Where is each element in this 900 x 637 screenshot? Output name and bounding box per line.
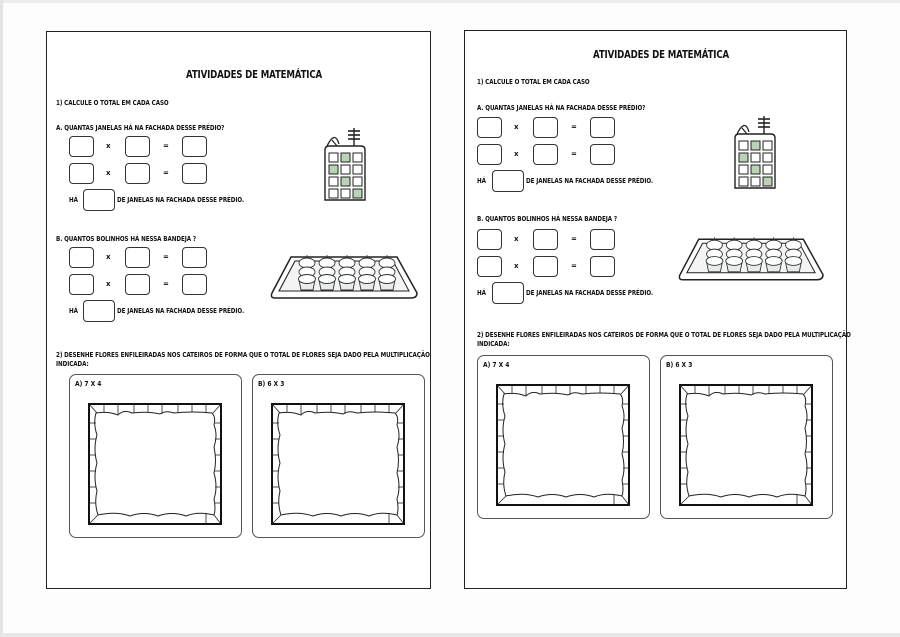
multiply-sign: x [106, 253, 111, 261]
answer-box-a-r1-product[interactable] [590, 117, 615, 138]
answer-box-a-total[interactable] [492, 170, 524, 192]
flower-bed-card-a [69, 374, 242, 538]
building-icon [733, 108, 777, 190]
answer-box-a-r1-product[interactable] [182, 136, 207, 157]
answer-box-b-r2-product[interactable] [182, 274, 207, 295]
answer-box-a-r1-factor1[interactable] [69, 136, 94, 157]
answer-box-b-r2-factor1[interactable] [69, 274, 94, 295]
multiply-sign: x [514, 150, 519, 158]
question-b-prompt: B. QUANTOS BOLINHOS HÁ NESSA BANDEJA ? [56, 234, 197, 243]
answer-box-a-r1-factor1[interactable] [477, 117, 502, 138]
answer-box-a-total[interactable] [83, 189, 115, 211]
flower-bed-label: A) 7 X 4 [483, 361, 510, 369]
equals-sign: = [163, 142, 169, 150]
question-a-prompt: A. QUANTAS JANELAS HÁ NA FACHADA DESSE PRÉDIO? [477, 103, 646, 112]
answer-suffix: DE JANELAS NA FACHADA DESSE PRÉDIO. [117, 306, 245, 315]
answer-box-b-r2-factor1[interactable] [477, 256, 502, 277]
answer-box-b-r2-product[interactable] [590, 256, 615, 277]
section2-heading-line2: INDICADA: [477, 339, 510, 348]
section2-heading-line2: INDICADA: [56, 359, 89, 368]
flower-bed-card-b [252, 374, 425, 538]
multiply-sign: x [106, 280, 111, 288]
multiply-sign: x [106, 142, 111, 150]
answer-prefix: HÁ [69, 306, 78, 315]
answer-box-b-total[interactable] [492, 282, 524, 304]
answer-box-a-r1-factor2[interactable] [125, 136, 150, 157]
worksheet-page-left [46, 31, 431, 589]
answer-suffix: DE JANELAS NA FACHADA DESSE PRÉDIO. [526, 288, 654, 297]
flower-bed-label: A) 7 X 4 [75, 380, 102, 388]
cupcake-tray-icon [677, 235, 825, 281]
answer-suffix: DE JANELAS NA FACHADA DESSE PRÉDIO. [117, 195, 245, 204]
section2-heading-line1: 2) DESENHE FLORES ENFILEIRADAS NOS CATEIROS DE FORMA QUE O TOTAL DE FLORES SEJA DADO PELA MULTIPLICAÇÃO [477, 330, 851, 339]
question-b-prompt: B. QUANTOS BOLINHOS HÁ NESSA BANDEJA ? [477, 214, 618, 223]
page-title: ATIVIDADES DE MATEMÁTICA [593, 49, 730, 61]
flower-bed-frame[interactable] [271, 403, 405, 525]
answer-box-a-r2-product[interactable] [182, 163, 207, 184]
equals-sign: = [163, 253, 169, 261]
answer-box-a-r2-product[interactable] [590, 144, 615, 165]
flower-bed-frame[interactable] [496, 384, 630, 506]
equals-sign: = [571, 150, 577, 158]
equals-sign: = [163, 169, 169, 177]
answer-box-a-r1-factor2[interactable] [533, 117, 558, 138]
equals-sign: = [571, 262, 577, 270]
answer-prefix: HÁ [477, 176, 486, 185]
scan-edge [0, 633, 900, 637]
flower-bed-label: B) 6 X 3 [666, 361, 693, 369]
section1-heading: 1) CALCULE O TOTAL EM CADA CASO [56, 98, 169, 107]
cupcake-tray-icon [269, 253, 419, 299]
equals-sign: = [571, 123, 577, 131]
answer-box-b-total[interactable] [83, 300, 115, 322]
flower-bed-frame[interactable] [679, 384, 813, 506]
answer-box-b-r2-factor2[interactable] [533, 256, 558, 277]
scan-edge [0, 0, 3, 637]
answer-box-b-r1-product[interactable] [182, 247, 207, 268]
answer-prefix: HÁ [69, 195, 78, 204]
answer-box-b-r1-factor1[interactable] [477, 229, 502, 250]
multiply-sign: x [514, 123, 519, 131]
flower-bed-label: B) 6 X 3 [258, 380, 285, 388]
answer-box-a-r2-factor2[interactable] [125, 163, 150, 184]
equals-sign: = [571, 235, 577, 243]
answer-box-b-r1-factor1[interactable] [69, 247, 94, 268]
section1-heading: 1) CALCULE O TOTAL EM CADA CASO [477, 77, 590, 86]
answer-box-b-r1-factor2[interactable] [533, 229, 558, 250]
answer-box-b-r1-product[interactable] [590, 229, 615, 250]
section2-heading-line1: 2) DESENHE FLORES ENFILEIRADAS NOS CATEIROS DE FORMA QUE O TOTAL DE FLORES SEJA DADO PELA MULTIPLICAÇÃO [56, 350, 430, 359]
answer-box-b-r2-factor2[interactable] [125, 274, 150, 295]
building-icon [323, 120, 367, 202]
scan-edge [0, 0, 900, 3]
question-a-prompt: A. QUANTAS JANELAS HÁ NA FACHADA DESSE PRÉDIO? [56, 123, 225, 132]
multiply-sign: x [514, 262, 519, 270]
multiply-sign: x [106, 169, 111, 177]
answer-box-a-r2-factor1[interactable] [69, 163, 94, 184]
worksheet-page-right [464, 30, 851, 589]
flower-bed-frame[interactable] [88, 403, 222, 525]
answer-box-a-r2-factor2[interactable] [533, 144, 558, 165]
multiply-sign: x [514, 235, 519, 243]
flower-bed-card-a [477, 355, 650, 519]
answer-suffix: DE JANELAS NA FACHADA DESSE PRÉDIO. [526, 176, 654, 185]
answer-prefix: HÁ [477, 288, 486, 297]
page-title: ATIVIDADES DE MATEMÁTICA [186, 69, 323, 81]
answer-box-b-r1-factor2[interactable] [125, 247, 150, 268]
answer-box-a-r2-factor1[interactable] [477, 144, 502, 165]
equals-sign: = [163, 280, 169, 288]
flower-bed-card-b [660, 355, 833, 519]
